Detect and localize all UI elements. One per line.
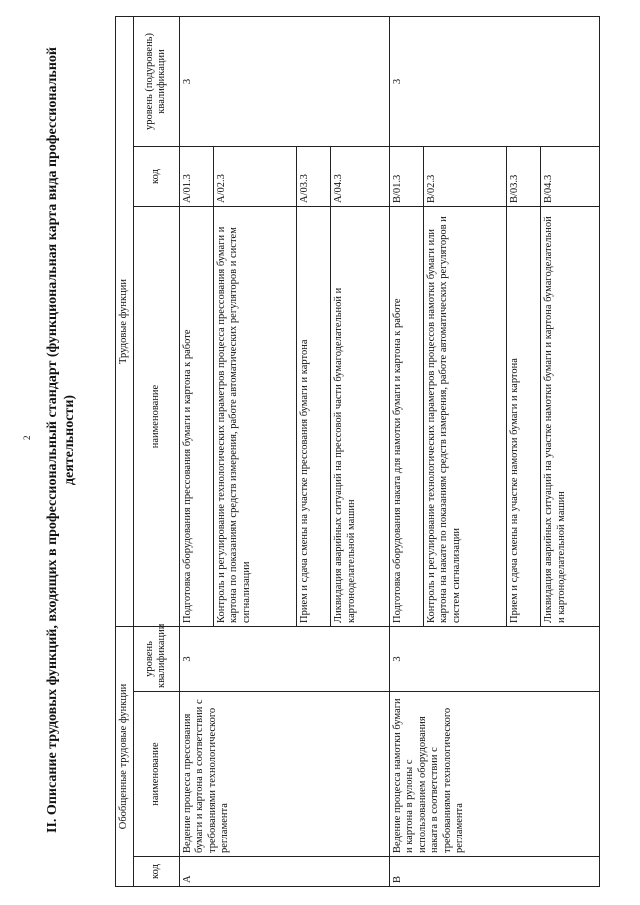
function-code: A/03.3: [296, 147, 330, 207]
table-row: [389, 16, 423, 886]
group-name: Ведение процесса прессования бумаги и картона в соответствии с требованиями технологического регламента: [179, 692, 389, 857]
section-title: II. Описание трудовых функций, входящих в профессиональный стандарт (функциональная карта вида профессиональной деятельности): [45, 47, 77, 833]
functional-map-table: [115, 16, 600, 887]
group-name: Ведение процесса намотки бумаги и картона в рулоны с использованием оборудования наката в соответствии с требованиями технологического регламента: [389, 692, 599, 857]
group-code: A: [179, 857, 389, 887]
generalized-functions-header: Обобщенные трудовые функции: [116, 627, 134, 887]
function-name: Прием и сдача смены на участке намотки бумаги и картона: [507, 207, 541, 627]
function-name: Подготовка оборудования наката для намотки бумаги и картона к работе: [389, 207, 423, 627]
col-header-g-code: код: [133, 857, 179, 887]
function-code: B/01.3: [389, 147, 423, 207]
function-code: B/02.3: [423, 147, 506, 207]
function-code: B/04.3: [541, 147, 600, 207]
group-level: 3: [389, 627, 599, 692]
group-code: B: [389, 857, 599, 887]
col-header-f-code: код: [133, 147, 179, 207]
function-code: A/01.3: [179, 147, 213, 207]
function-code: A/02.3: [213, 147, 296, 207]
function-name: Контроль и регулирование технологических параметров процесса прессования бумаги и картона по показаниям средств измерения, работе автоматических регуляторов и систем сигнализации: [213, 207, 296, 627]
function-name: Ликвидация аварийных ситуаций на прессовой части бумагоделательной и картоноделательной машин: [331, 207, 390, 627]
col-header-f-name: наименование: [133, 207, 179, 627]
col-header-g-level: уровень квалификации: [133, 627, 179, 692]
col-header-g-name: наименование: [133, 692, 179, 857]
function-name: Подготовка оборудования прессования бумаги и картона к работе: [179, 207, 213, 627]
table-row: [179, 16, 213, 886]
function-level: 3: [179, 16, 389, 146]
function-name: Ликвидация аварийных ситуаций на участке намотки бумаги и картона бумагоделательной и картоноделательной машин: [541, 207, 600, 627]
function-name: Прием и сдача смены на участке прессования бумаги и картона: [296, 207, 330, 627]
page-number: 2: [22, 435, 32, 440]
group-level: 3: [179, 627, 389, 692]
function-code: A/04.3: [331, 147, 390, 207]
function-name: Контроль и регулирование технологических параметров процессов намотки бумаги или картона на накате по показаниям средств измерения, работе автоматических регуляторов и систем сигнализации: [423, 207, 506, 627]
function-code: B/03.3: [507, 147, 541, 207]
function-level: 3: [389, 16, 599, 146]
col-header-f-level: уровень (подуровень) квалификации: [133, 16, 179, 146]
labor-functions-header: Трудовые функции: [116, 16, 134, 626]
functional-map-table-wrapper: [115, 17, 600, 887]
